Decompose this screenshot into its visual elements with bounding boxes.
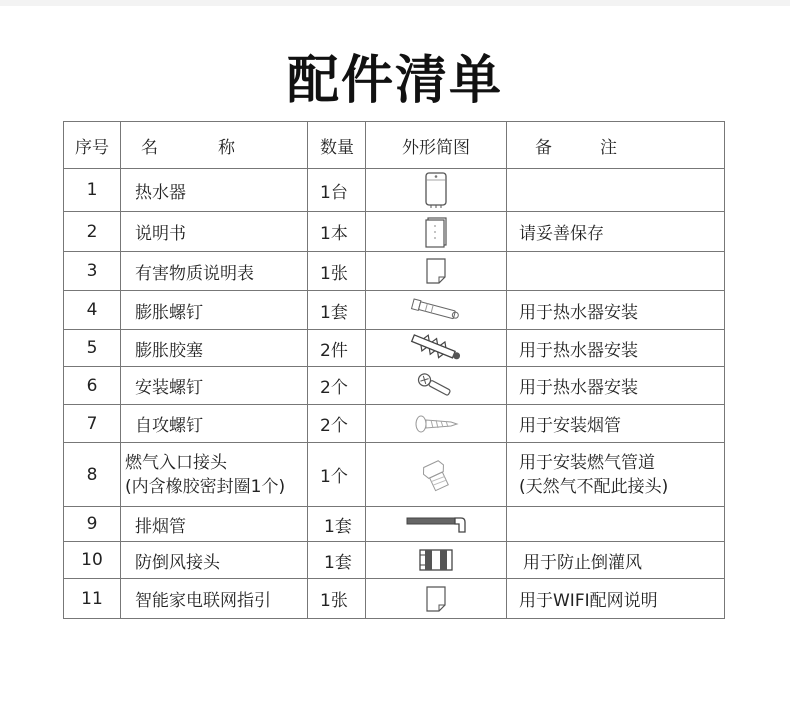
row-qty: 1本 xyxy=(308,212,366,252)
row-name xyxy=(121,443,308,507)
table-row xyxy=(64,579,725,619)
row-name: 安装螺钉 xyxy=(121,367,308,405)
row-shape xyxy=(366,542,507,579)
row-note: 用于防止倒灌风 xyxy=(507,542,725,579)
water-heater-icon xyxy=(423,171,449,209)
table-row xyxy=(64,169,725,212)
row-shape xyxy=(366,507,507,542)
row-qty: 1张 xyxy=(308,579,366,619)
row-name: 有害物质说明表 xyxy=(121,252,308,291)
row-name: 自攻螺钉 xyxy=(121,405,308,443)
tapping-screw-icon xyxy=(413,412,459,436)
manual-book-icon xyxy=(423,216,449,248)
page-title: 配件清单 xyxy=(286,51,503,111)
row-no: 9 xyxy=(64,507,121,542)
row-note: 请妥善保存 xyxy=(507,212,725,252)
header-no: 序号 xyxy=(64,122,121,169)
row-no: 7 xyxy=(64,405,121,443)
row-qty: 2个 xyxy=(308,405,366,443)
row-qty: 1套 xyxy=(308,291,366,330)
row-note: 用于WIFI配网说明 xyxy=(507,579,725,619)
row-note xyxy=(507,252,725,291)
row-shape xyxy=(366,367,507,405)
row-name: 膨胀螺钉 xyxy=(121,291,308,330)
header-note: 备 注 xyxy=(507,122,725,169)
parts-list-table xyxy=(63,121,725,619)
table-row xyxy=(64,212,725,252)
row-no: 4 xyxy=(64,291,121,330)
row-no: 2 xyxy=(64,212,121,252)
row-note: 用于安装烟管 xyxy=(507,405,725,443)
row-note: 用于热水器安装 xyxy=(507,330,725,367)
row-name-line-1: 燃气入口接头 xyxy=(125,452,227,473)
row-note xyxy=(507,169,725,212)
row-no: 10 xyxy=(64,542,121,579)
mounting-screw-icon xyxy=(414,371,458,401)
row-shape xyxy=(366,212,507,252)
row-no: 6 xyxy=(64,367,121,405)
exhaust-pipe-icon xyxy=(405,514,467,534)
row-no: 5 xyxy=(64,330,121,367)
row-shape xyxy=(366,443,507,507)
row-no: 8 xyxy=(64,443,121,507)
row-note: 用于热水器安装 xyxy=(507,291,725,330)
header-qty: 数量 xyxy=(308,122,366,169)
row-no: 11 xyxy=(64,579,121,619)
header-shape: 外形简图 xyxy=(366,122,507,169)
table-row xyxy=(64,542,725,579)
wall-plug-icon xyxy=(405,333,467,363)
table-row xyxy=(64,443,725,507)
row-qty: 1个 xyxy=(308,443,366,507)
table-header-row xyxy=(64,122,725,169)
row-qty: 2件 xyxy=(308,330,366,367)
row-shape xyxy=(366,169,507,212)
row-name: 热水器 xyxy=(121,169,308,212)
row-name: 防倒风接头 xyxy=(121,542,308,579)
table-row xyxy=(64,291,725,330)
table-row xyxy=(64,405,725,443)
row-no: 3 xyxy=(64,252,121,291)
row-shape xyxy=(366,405,507,443)
row-name: 膨胀胶塞 xyxy=(121,330,308,367)
table-row xyxy=(64,330,725,367)
row-qty: 1套 xyxy=(308,542,366,579)
top-strip xyxy=(0,0,790,6)
table-row xyxy=(64,252,725,291)
row-note-line-1: 用于安装燃气管道 xyxy=(519,452,655,473)
row-note: 用于热水器安装 xyxy=(507,367,725,405)
paper-sheet-icon xyxy=(424,257,448,285)
table-row xyxy=(64,507,725,542)
row-shape xyxy=(366,579,507,619)
row-shape xyxy=(366,330,507,367)
row-qty: 1张 xyxy=(308,252,366,291)
paper-sheet-icon xyxy=(424,585,448,613)
row-no: 1 xyxy=(64,169,121,212)
row-shape xyxy=(366,291,507,330)
row-qty: 2个 xyxy=(308,367,366,405)
row-note xyxy=(507,507,725,542)
gas-inlet-fitting-icon xyxy=(416,455,456,495)
expansion-bolt-icon xyxy=(406,297,466,323)
row-qty: 1套 xyxy=(308,507,366,542)
row-name: 排烟管 xyxy=(121,507,308,542)
header-name: 名 称 xyxy=(121,122,308,169)
row-note xyxy=(507,443,725,507)
row-name-line-2: (内含橡胶密封圈1个) xyxy=(125,476,286,497)
anti-backdraft-fitting-icon xyxy=(416,547,456,573)
row-shape xyxy=(366,252,507,291)
row-name: 说明书 xyxy=(121,212,308,252)
table-row xyxy=(64,367,725,405)
row-note-line-2: (天然气不配此接头) xyxy=(519,476,669,497)
row-qty: 1台 xyxy=(308,169,366,212)
row-name: 智能家电联网指引 xyxy=(121,579,308,619)
